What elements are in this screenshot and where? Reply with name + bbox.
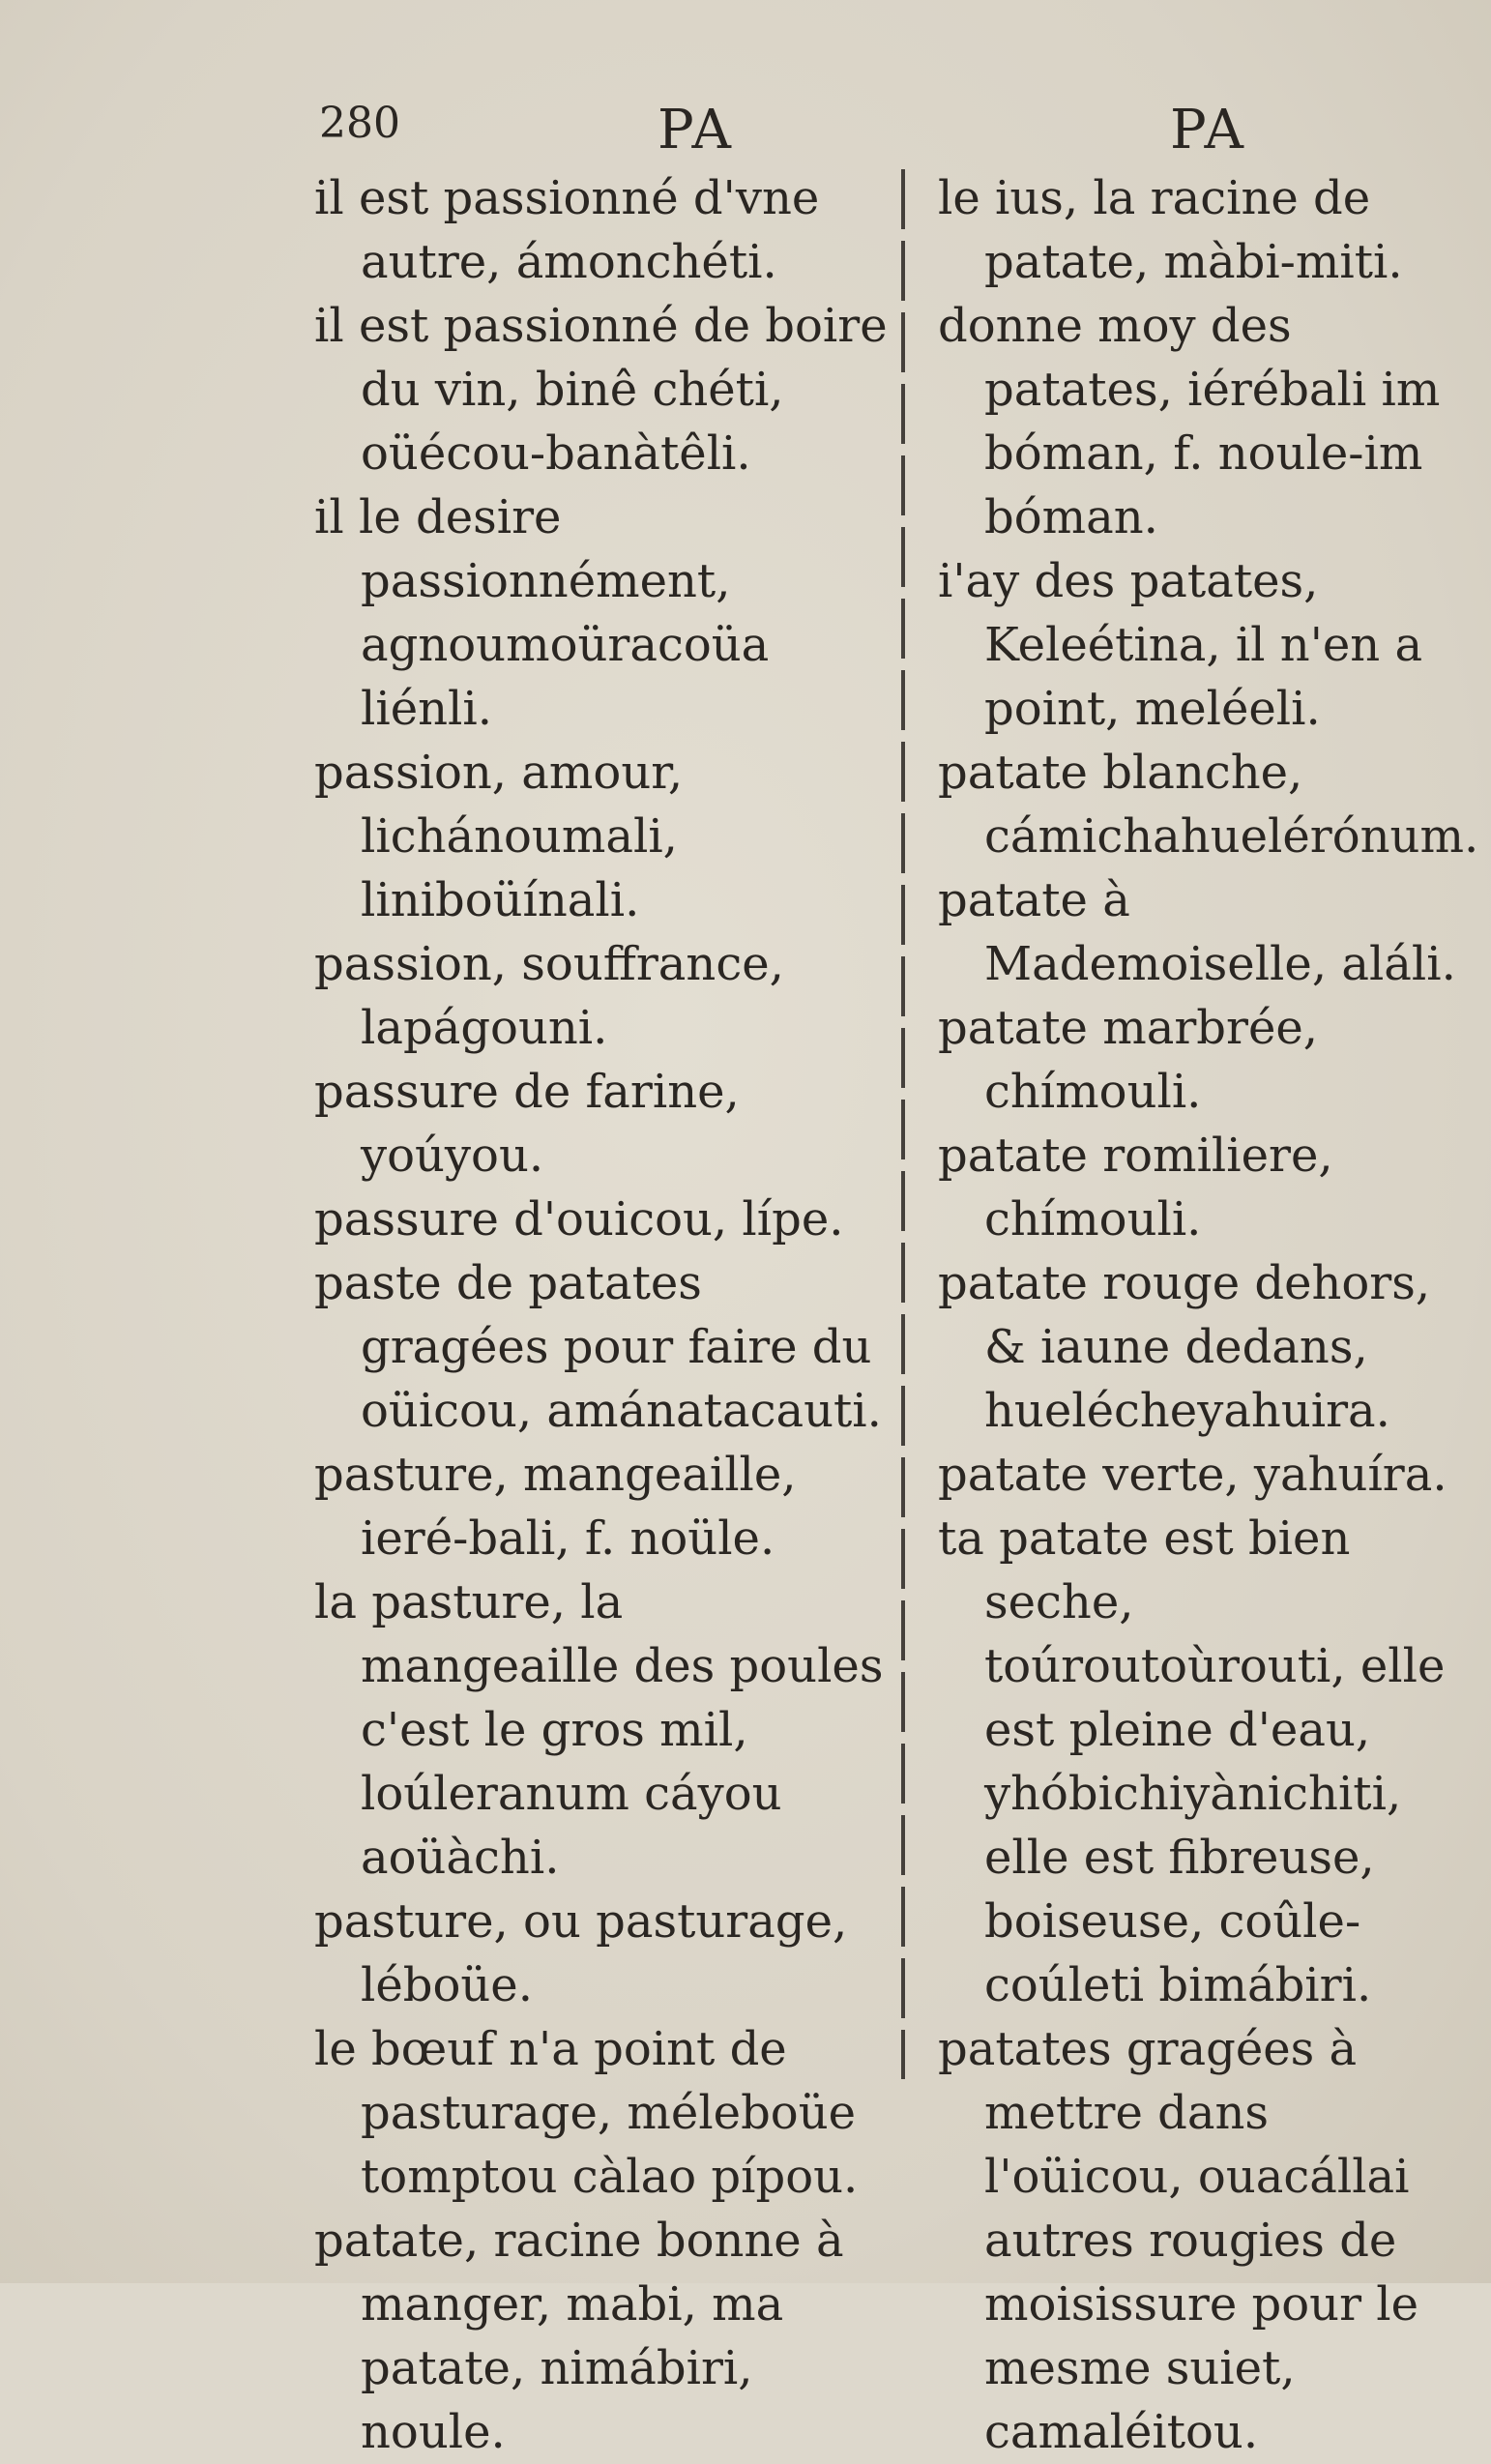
dictionary-entry: i'ay des patates, Keleétina, il n'en a point, meléeli. [938,554,1423,736]
dictionary-entry: donne moy des patates, iérébali im bóman, f. noule-im bóman. [938,299,1441,544]
dictionary-entry: passure d'ouicou, lípe. [314,1192,844,1247]
dictionary-entry: passion, souffrance, lapágouni. [314,937,784,1055]
right-column [938,166,1479,2464]
dictionary-entry: le ius, la racine de patate, màbi-miti. [938,171,1403,289]
running-head-right: PA [1170,99,1246,161]
dictionary-entry: la pasture, la mangeaille des poules c'est le gros mil, loúleranum cáyou aoüàchi. [314,1575,884,1885]
dictionary-entry: il le desire passionnément, agnoumoüracoüa liénli. [314,490,770,736]
dictionary-entry: patate romiliere, chímouli. [938,1129,1333,1247]
page-number: 280 [319,99,400,148]
dictionary-entry: patate marbrée, chímouli. [938,1001,1319,1119]
dictionary-entry: pasture, mangeaille, ieré-bali, f. noüle. [314,1448,797,1566]
dictionary-entry: pasture, ou pasturage, léboüe. [314,1894,848,2012]
dictionary-entry: patate verte, yahuíra. [938,1448,1447,1502]
running-head-left: PA [658,99,734,161]
column-divider [901,169,905,2079]
dictionary-entry: il est passionné de boire du vin, binê chéti, oüécou-banàtêli. [314,299,888,481]
dictionary-entry: il est passionné d'vne autre, ámonchéti. [314,171,820,289]
dictionary-entry: patate rouge dehors, & iaune dedans, huelécheyahuira. [938,1256,1431,1438]
dictionary-entry: paste de patates gragées pour faire du oüicou, amánatacauti. [314,1256,882,1438]
dictionary-entry: ta patate est bien seche, toúroutoùrouti, elle est pleine d'eau, yhóbichiyànichiti, elle est fibreuse, boiseuse, coûle-coúleti bimábiri. [938,1511,1446,2012]
dictionary-entry: passure de farine, yoúyou. [314,1065,740,1183]
dictionary-entry: passion, amour, lichánoumali, liniboüínali. [314,746,684,927]
left-column [314,166,894,2464]
dictionary-entry: patate à Mademoiselle, aláli. [938,873,1456,991]
dictionary-entry: le bœuf n'a point de pasturage, méleboüe tomptou càlao pípou. [314,2022,859,2204]
dictionary-entry: patates gragées à mettre dans l'oüicou, ouacállai autres rougies de moisissure pour le mesme suiet, camaléitou. [938,2022,1419,2459]
page-header [319,99,1433,176]
dictionary-entry: patate, racine bonne à manger, mabi, ma patate, nimábiri, noule. [314,2214,844,2459]
dictionary-entry: patate blanche, cámichahuelérónum. [938,746,1479,864]
